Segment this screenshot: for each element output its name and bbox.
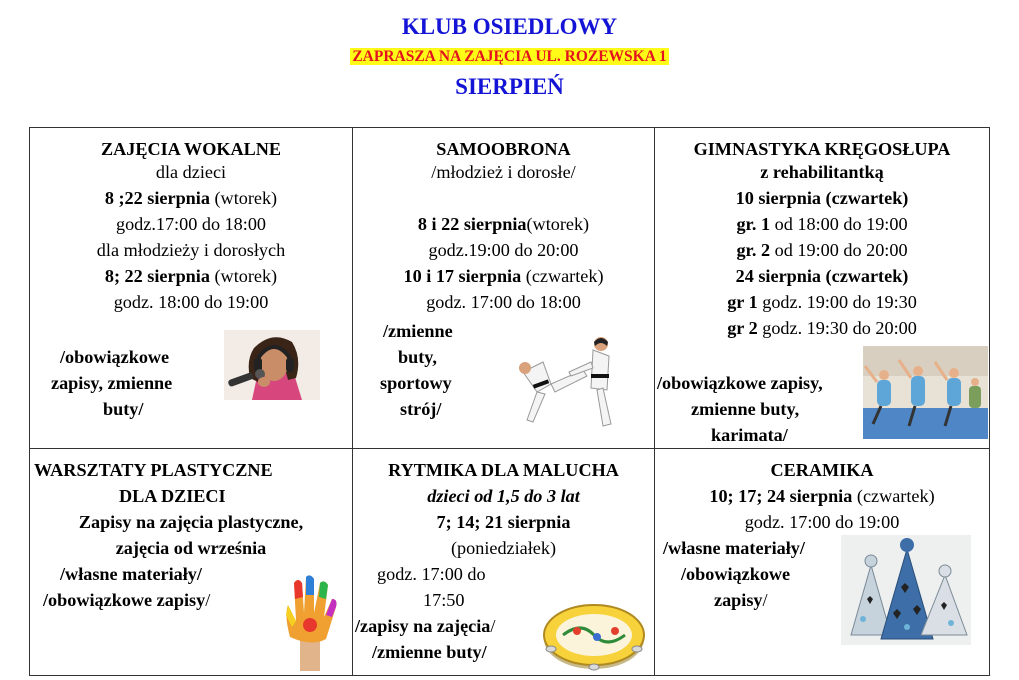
spine-group-3: gr 1 godz. 19:00 do 19:30	[727, 292, 917, 312]
spine-note-3: karimata/	[711, 425, 788, 445]
month-title: SIERPIEŃ	[455, 74, 564, 99]
vocal-group-adults: dla młodzieży i dorosłych	[96, 240, 286, 260]
spine-date-2: 24 sierpnia (czwartek)	[735, 266, 909, 286]
painted-hand-image	[278, 575, 340, 671]
vocal-title: ZAJĘCIA WOKALNE	[100, 139, 282, 159]
selfdefense-hours-1: godz.19:00 do 20:00	[428, 240, 579, 260]
selfdefense-note-2: buty,	[398, 347, 437, 367]
selfdefense-date-2: 10 i 17 sierpnia (czwartek)	[403, 266, 604, 286]
invitation-address: ZAPRASZA NA ZAJĘCIA UL. ROZEWSKA 1	[352, 48, 667, 65]
cell-self-defense	[353, 128, 655, 449]
rhythm-hours-2: 17:50	[423, 590, 465, 610]
gymnastics-image	[863, 346, 988, 439]
invitation-subtitle	[0, 48, 1019, 66]
cell-art-workshops	[30, 449, 353, 676]
spine-note-1: /obowiązkowe zapisy,	[657, 373, 823, 393]
art-note-2: /obowiązkowe zapisy/	[43, 590, 211, 610]
art-line-2: zajęcia od września	[115, 538, 267, 558]
cell-vocal	[30, 128, 353, 449]
vocal-group-kids: dla dzieci	[155, 162, 227, 182]
ceramics-note-1: /własne materiały/	[663, 538, 805, 558]
selfdefense-note-3: sportowy	[380, 373, 452, 393]
vocal-date-kids: 8 ;22 sierpnia (wtorek)	[104, 188, 278, 208]
club-title: KLUB OSIEDLOWY	[401, 14, 618, 39]
rhythm-note-1: /zapisy na zajęcia/	[355, 616, 496, 636]
vocal-note-3: buty/	[103, 399, 144, 419]
selfdefense-date-1: 8 i 22 sierpnia(wtorek)	[417, 214, 590, 234]
vocal-date-adults: 8; 22 sierpnia (wtorek)	[104, 266, 278, 286]
selfdefense-note-1: /zmienne	[383, 321, 453, 341]
rhythm-day: (poniedziałek)	[450, 538, 557, 558]
ceramics-note-2: /obowiązkowe	[681, 564, 791, 584]
ceramics-image	[841, 535, 971, 645]
vocal-note-2: zapisy, zmienne	[51, 373, 173, 393]
selfdefense-title: SAMOOBRONA	[436, 139, 571, 159]
rhythm-note-2: /zmienne buty/	[372, 642, 487, 662]
cell-spine-gymnastics	[655, 128, 990, 449]
spine-title: GIMNASTYKA KRĘGOSŁUPA	[693, 139, 951, 159]
ceramics-hours: godz. 17:00 do 19:00	[744, 512, 900, 532]
ceramics-note-3: zapisy/	[714, 590, 768, 610]
rhythm-hours-1: godz. 17:00 do	[377, 564, 486, 584]
spine-group-4: gr 2 godz. 19:30 do 20:00	[727, 318, 917, 338]
spine-note-2: zmienne buty,	[691, 399, 800, 419]
cell-ceramics	[655, 449, 990, 676]
spine-date-1: 10 sierpnia (czwartek)	[735, 188, 909, 208]
art-title-2: DLA DZIECI	[119, 486, 226, 506]
spine-group-1: gr. 1 od 18:00 do 19:00	[736, 214, 908, 234]
rhythm-date: 7; 14; 21 sierpnia	[436, 512, 571, 532]
vocal-hours-kids: godz.17:00 do 18:00	[115, 214, 267, 234]
rhythm-age: dzieci od 1,5 do 3 lat	[427, 486, 580, 506]
ceramics-title: CERAMIKA	[770, 460, 874, 480]
vocal-note-1: /obowiązkowe	[60, 347, 170, 367]
spine-group-2: gr. 2 od 19:00 do 20:00	[736, 240, 908, 260]
art-note-1: /własne materiały/	[60, 564, 202, 584]
singer-image	[224, 330, 320, 400]
selfdefense-hours-2: godz. 17:00 do 18:00	[426, 292, 581, 312]
vocal-hours-adults: godz. 18:00 do 19:00	[113, 292, 269, 312]
tambourine-image	[541, 595, 647, 673]
spine-subtitle: z rehabilitantką	[760, 162, 884, 182]
schedule-table	[29, 127, 990, 676]
art-line-1: Zapisy na zajęcia plastyczne,	[78, 512, 304, 532]
ceramics-date: 10; 17; 24 sierpnia (czwartek)	[709, 486, 935, 506]
selfdefense-note-4: strój/	[400, 399, 442, 419]
cell-rhythm	[353, 449, 655, 676]
karate-image	[503, 332, 633, 432]
rhythm-title: RYTMIKA DLA MALUCHA	[388, 460, 619, 480]
selfdefense-group: /młodzież i dorosłe/	[431, 162, 576, 182]
art-title-1: WARSZTATY PLASTYCZNE	[34, 460, 273, 480]
